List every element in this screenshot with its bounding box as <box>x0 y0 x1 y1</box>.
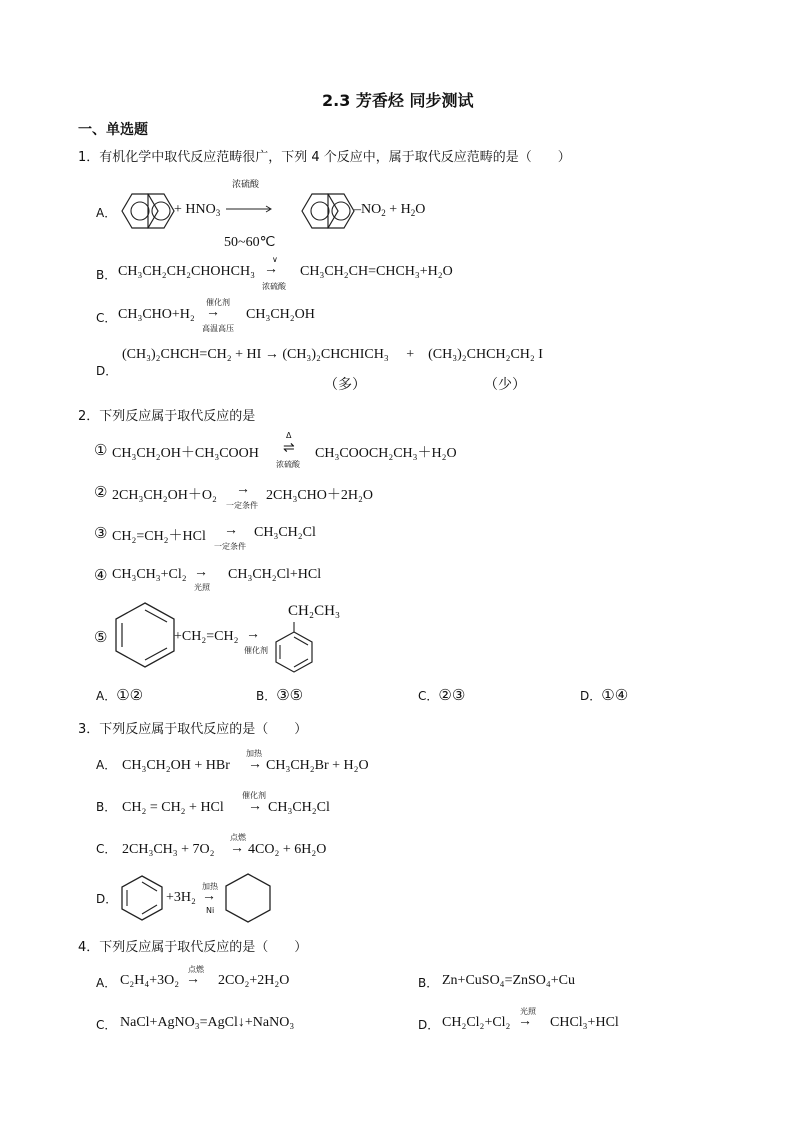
reaction-arrow <box>226 205 274 213</box>
q2-r1-above: Δ <box>286 431 292 440</box>
reaction-arrow: → <box>518 1014 532 1029</box>
q4b-eq: Zn+CuSO₄=ZnSO₄+Cu <box>442 973 576 988</box>
q2-r5-lhs: +CH₂=CH₂ <box>174 629 239 644</box>
q1d-equation: (CH₃)₂CHCH=CH₂ + HI → (CH₃)₂CHCHICH₃ + (CH₃)₂CHCH₂CH₂ I <box>122 347 543 362</box>
q1d-note-major: （多） <box>324 378 366 393</box>
q1a-product: $-NO_2 + H_2O$ <box>354 202 426 218</box>
q2-r2-lhs: 2CH₃CH₂OH＋O₂ <box>112 488 217 503</box>
section-heading: 一、单选题 <box>78 122 148 138</box>
q3b-above: 催化剂 <box>242 791 266 800</box>
q2-r3-rhs: CH₃CH₂Cl <box>254 525 316 540</box>
reaction-arrow: → <box>186 972 200 987</box>
q3a-above: 加热 <box>246 749 262 758</box>
q1c-above: 催化剂 <box>206 298 230 307</box>
reaction-arrow: → <box>248 757 262 772</box>
q3-option-b-label: B． <box>96 800 117 814</box>
q4d-above: 光照 <box>520 1007 536 1016</box>
q2-r2-rhs: 2CH₃CHO＋2H₂O <box>266 488 373 503</box>
q3a-rhs: CH₃CH₂Br + H₂O <box>266 758 369 773</box>
q2-r5-substituent: CH₂CH₃ <box>288 603 341 619</box>
reaction-arrow: → <box>224 523 238 538</box>
q2-option-a[interactable]: A．①② <box>96 686 144 704</box>
q2-r4-rhs: CH₃CH₂Cl+HCl <box>228 567 322 582</box>
q1c-rhs: CH₃CH₂OH <box>246 307 315 322</box>
naphthalene-icon <box>118 188 178 234</box>
q1-option-b-label: B． <box>96 268 117 282</box>
benzene-ring-icon <box>118 874 166 920</box>
page-title: 2.3 芳香烃 同步测试 <box>322 91 474 110</box>
q2-r5-below: 催化剂 <box>244 646 268 655</box>
q1a-above: 浓硫酸 <box>232 180 260 190</box>
q1-option-c-label: C． <box>96 311 117 325</box>
q1-stem: 1．有机化学中取代反应范畴很广，下列 4 个反应中，属于取代反应范畴的是（ ） <box>78 150 571 165</box>
q1c-lhs: CH₃CHO+H₂ <box>118 307 195 322</box>
q2-r3-lhs: CH₂=CH₂＋HCl <box>112 529 206 544</box>
q3c-above: 点燃 <box>230 833 246 842</box>
q2-r1-rhs: CH₃COOCH₂CH₃＋H₂O <box>315 446 457 461</box>
equilibrium-arrow: ⇌ <box>283 441 295 456</box>
q1-option-a-label: A． <box>96 206 117 220</box>
q3d-below: Ni <box>206 906 215 915</box>
q3-stem: 3．下列反应属于取代反应的是（ ） <box>78 722 308 737</box>
q4-option-a-label: A． <box>96 976 117 990</box>
reaction-arrow: → <box>230 841 244 856</box>
q4a-rhs: 2CO₂+2H₂O <box>218 973 290 988</box>
reaction-arrow: → <box>248 799 262 814</box>
reaction-arrow: → <box>206 305 220 320</box>
q3-option-a-label: A． <box>96 758 117 772</box>
q3d-lhs: +3H₂ <box>166 890 196 905</box>
naphthalene-product-icon <box>298 188 358 234</box>
q4c-eq: NaCl+AgNO₃=AgCl↓+NaNO₃ <box>120 1015 295 1030</box>
q2-option-c[interactable]: C．②③ <box>418 686 466 704</box>
ethylbenzene-icon <box>272 620 316 674</box>
reaction-arrow: → <box>246 627 260 642</box>
reaction-arrow: → <box>236 482 250 497</box>
q1b-above: ∨ <box>272 255 278 264</box>
q1a-below: 50~60℃ <box>224 235 276 250</box>
q4d-rhs: CHCl₃+HCl <box>550 1015 619 1030</box>
cyclohexane-icon <box>222 872 274 922</box>
q2-r1-num: ① <box>94 443 108 459</box>
reaction-arrow: → <box>202 889 216 904</box>
benzene-ring-icon <box>112 600 178 670</box>
q2-r4-num: ④ <box>94 568 108 584</box>
q1b-below: 浓硫酸 <box>262 282 286 291</box>
reaction-arrow: → <box>264 262 278 277</box>
q3c-lhs: 2CH₃CH₃ + 7O₂ <box>122 842 215 857</box>
q2-r5-num: ⑤ <box>94 630 108 646</box>
q2-r3-num: ③ <box>94 526 108 542</box>
q2-option-d[interactable]: D．①④ <box>580 686 629 704</box>
q2-r4-lhs: CH₃CH₃+Cl₂ <box>112 567 187 582</box>
q3b-lhs: CH₂ = CH₂ + HCl <box>122 800 224 815</box>
q4-stem: 4．下列反应属于取代反应的是（ ） <box>78 940 308 955</box>
q1-option-d-label: D． <box>96 364 118 378</box>
q3d-above: 加热 <box>202 882 218 891</box>
q1a-reagent: + $HNO_3$ <box>174 202 221 218</box>
q2-stem: 2．下列反应属于取代反应的是 <box>78 409 256 424</box>
q2-r2-num: ② <box>94 485 108 501</box>
q2-r1-below: 浓硫酸 <box>276 460 300 469</box>
q4a-lhs: C₂H₄+3O₂ <box>120 973 180 988</box>
reaction-arrow: → <box>194 565 208 580</box>
q3b-rhs: CH₃CH₂Cl <box>268 800 330 815</box>
q4-option-c-label: C． <box>96 1018 117 1032</box>
q4a-above: 点燃 <box>188 965 204 974</box>
q1d-note-minor: （少） <box>484 378 526 393</box>
q1b-lhs: CH₃CH₂CH₂CHOHCH₃ <box>118 264 255 279</box>
q1c-below: 高温高压 <box>202 324 234 333</box>
q4-option-d-label: D． <box>418 1018 440 1032</box>
q3-option-c-label: C． <box>96 842 117 856</box>
q2-option-b[interactable]: B．③⑤ <box>256 686 304 704</box>
q4d-lhs: CH₂Cl₂+Cl₂ <box>442 1015 511 1030</box>
q3a-lhs: CH₃CH₂OH + HBr <box>122 758 230 773</box>
q2-r4-below: 光照 <box>194 583 210 592</box>
q1b-rhs: CH₃CH₂CH=CHCH₃+H₂O <box>300 264 453 279</box>
q2-r2-below: 一定条件 <box>226 501 258 510</box>
q4-option-b-label: B． <box>418 976 439 990</box>
q3-option-d-label: D． <box>96 892 118 906</box>
q2-r3-below: 一定条件 <box>214 542 246 551</box>
q3c-rhs: 4CO₂ + 6H₂O <box>248 842 327 857</box>
q2-r1-lhs: CH₃CH₂OH＋CH₃COOH <box>112 446 259 461</box>
